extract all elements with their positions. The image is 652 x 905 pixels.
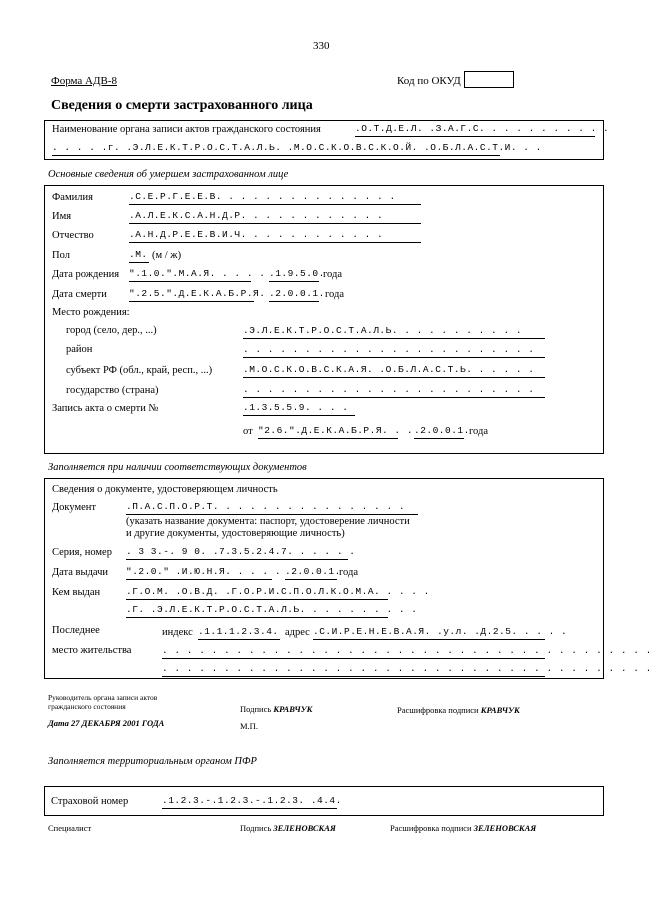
issue-year-word: года	[339, 567, 358, 578]
registry-label: Наименование органа записи актов гражданского состояния	[52, 124, 321, 135]
city-field[interactable]: .Э.Л.Е.К.Т.Р.О.С.Т.А.Л.Ь. . . . . . . . . . .	[243, 325, 545, 339]
registry-value-line2[interactable]: . . . . .г. .Э.Л.Е.К.Т.Р.О.С.Т.А.Л.Ь. .М.О.С.К.О.В.С.К.О.Й. .О.Б.Л.А.С.Т.И. . .	[52, 142, 500, 156]
insurance-label: Страховой номер	[51, 796, 129, 807]
pfr-decode-label: Расшифровка подписи	[390, 823, 472, 833]
sex-field[interactable]: .М.	[129, 249, 149, 263]
head-decode-name: КРАВЧУК	[480, 705, 520, 715]
sex-label: Пол	[52, 250, 70, 261]
death-year-word: года	[325, 289, 344, 300]
insurance-number-field[interactable]: .1.2.3.-.1.2.3.-.1.2.3. .4.4.	[162, 795, 337, 809]
head-sign-name: КРАВЧУК	[273, 704, 313, 714]
death-date-label: Дата смерти	[52, 289, 107, 300]
main-section-caption: Основные сведения об умершем застрахованном лице	[48, 169, 289, 180]
index-label: индекс	[162, 627, 193, 638]
issue-day-month-field[interactable]: ".2.0." .И.Ю.Н.Я. . . . .	[126, 566, 272, 580]
birth-date-label: Дата рождения	[52, 269, 120, 280]
head-sign-label: Подпись	[240, 704, 272, 714]
birth-year-field[interactable]: .1.9.5.0.	[269, 268, 319, 282]
issuer-field-line1[interactable]: .Г.О.М. .О.В.Д. .Г.О.Р.И.С.П.О.Л.К.О.М.А. . . . .	[126, 586, 388, 600]
document-type-field[interactable]: .П.А.С.П.О.Р.Т. . . . . . . . . . . . . . . .	[126, 501, 418, 515]
document-header: Сведения о документе, удостоверяющем личность	[52, 484, 278, 495]
address-label: адрес	[285, 627, 310, 638]
death-act-date-field[interactable]: "2.6.".Д.Е.К.А.Б.Р.Я. . .	[258, 425, 398, 439]
signature-date: Дата 27 ДЕКАБРЯ 2001 ГОДА	[48, 718, 165, 728]
name-field[interactable]: .А.Л.Е.К.С.А.Н.Д.Р. . . . . . . . . . . .	[129, 210, 421, 224]
pfr-sign-name: ЗЕЛЕНОВСКАЯ	[273, 823, 336, 833]
issue-year-field[interactable]: .2.0.0.1.	[285, 566, 337, 580]
death-year-field[interactable]: .2.0.0.1.	[269, 288, 319, 302]
death-act-year-field[interactable]: .2.0.0.1.	[414, 425, 464, 439]
city-label: город (село, дер., ...)	[66, 325, 157, 336]
sex-hint: (м / ж)	[152, 250, 182, 261]
head-label-line1: Руководитель органа записи актов	[48, 693, 158, 702]
address-field-line1[interactable]: .С.И.Р.Е.Н.Е.В.А.Я. .у.л. .Д.2.5. . . . .	[313, 626, 545, 640]
residence-label: место жительства	[52, 645, 132, 656]
birth-day-month-field[interactable]: ".1.0.".М.А.Я. . . . .	[129, 268, 251, 282]
document-hint-line2: и другие документы, удостоверяющие личность)	[126, 528, 345, 539]
head-label-line2: гражданского состояния	[48, 702, 126, 711]
head-decode-label: Расшифровка подписи	[397, 705, 479, 715]
surname-field[interactable]: .С.Е.Р.Г.Е.Е.В. . . . . . . . . . . . . . .	[129, 191, 421, 205]
form-label: Форма АДВ-8	[51, 75, 117, 87]
series-number-field[interactable]: . 3 3.-. 9 0. .7.3.5.2.4.7. . . . . .	[126, 546, 348, 560]
district-field[interactable]: . . . . . . . . . . . . . . . . . . . . . . . .	[243, 344, 545, 358]
address-field-line3[interactable]: . . . . . . . . . . . . . . . . . . . . . . . . . . . . . . . . . . . . . . . .	[162, 663, 545, 677]
series-label: Серия, номер	[52, 547, 112, 558]
pfr-decode-name: ЗЕЛЕНОВСКАЯ	[473, 823, 537, 833]
death-act-label: Запись акта о смерти №	[52, 403, 159, 414]
district-label: район	[66, 344, 93, 355]
document-hint-line1: (указать название документа: паспорт, удостоверение личности	[126, 516, 410, 527]
patronymic-field[interactable]: .А.Н.Д.Р.Е.Е.В.И.Ч. . . . . . . . . . . .	[129, 229, 421, 243]
address-field-line2[interactable]: . . . . . . . . . . . . . . . . . . . . . . . . . . . . . . . . . . . . . . . .	[162, 645, 545, 659]
okud-label: Код по ОКУД	[397, 75, 461, 87]
subject-field[interactable]: .М.О.С.К.О.В.С.К.А.Я. .О.Б.Л.А.С.Т.Ь. . . . . .	[243, 364, 545, 378]
docs-section-caption: Заполняется при наличии соответствующих документов	[48, 462, 307, 473]
name-label: Имя	[52, 211, 72, 222]
subject-label: субъект РФ (обл., край, респ., ...)	[66, 365, 213, 376]
stamp-label: М.П.	[240, 721, 258, 731]
okud-field[interactable]	[464, 71, 514, 88]
document-type-label: Документ	[52, 502, 96, 513]
page-number: 330	[313, 40, 330, 52]
issuer-field-line2[interactable]: .Г. .Э.Л.Е.К.Т.Р.О.С.Т.А.Л.Ь. . . . . . . . . .	[126, 604, 388, 618]
issue-date-label: Дата выдачи	[52, 567, 109, 578]
last-residence-label: Последнее	[52, 625, 100, 636]
death-act-from-label: от	[243, 426, 253, 437]
index-field[interactable]: .1.1.1.2.3.4.	[198, 626, 280, 640]
pfr-sign-label: Подпись	[240, 823, 272, 833]
death-act-year-word: года	[469, 426, 488, 437]
death-day-month-field[interactable]: ".2.5.".Д.Е.К.А.Б.Р.Я.	[129, 288, 254, 302]
registry-value-line1[interactable]: .О.Т.Д.Е.Л. .З.А.Г.С. . . . . . . . . . .	[355, 123, 595, 137]
surname-label: Фамилия	[52, 192, 93, 203]
death-act-number-field[interactable]: .1.3.5.5.9. . . .	[243, 402, 355, 416]
birthplace-label: Место рождения:	[52, 307, 130, 318]
specialist-label: Специалист	[48, 823, 92, 833]
country-field[interactable]: . . . . . . . . . . . . . . . . . . . . . . . .	[243, 384, 545, 398]
country-label: государство (страна)	[66, 385, 159, 396]
patronymic-label: Отчество	[52, 230, 94, 241]
pfr-caption: Заполняется территориальным органом ПФР	[48, 756, 257, 767]
birth-year-word: года	[323, 269, 342, 280]
issuer-label: Кем выдан	[52, 587, 101, 598]
page-title: Сведения о смерти застрахованного лица	[51, 98, 313, 113]
